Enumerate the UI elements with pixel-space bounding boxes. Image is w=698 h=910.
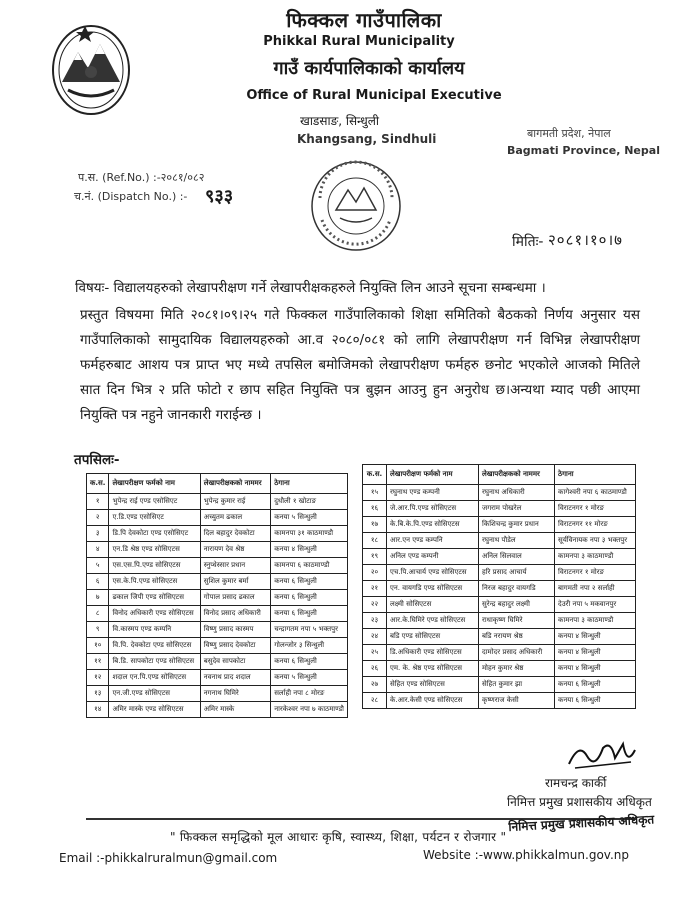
cell-sn: १३: [87, 686, 109, 702]
cell-auditor: सेहित कुमार झा: [479, 677, 555, 693]
cell-auditor: सुशिल कुमार बर्मा: [200, 574, 270, 590]
cell-address: कनया ६ सिन्धुली: [555, 693, 636, 709]
cell-sn: ३: [87, 526, 109, 542]
table-row: [363, 517, 636, 533]
cell-address: सूर्यविनायक नपा ३ भक्तपुर: [555, 533, 636, 549]
table-row: [87, 558, 348, 574]
cell-address: सर्लाही नपा ८ मोरङ: [271, 686, 348, 702]
header-sn: क.स.: [363, 465, 387, 485]
cell-address: बागमती नपा २ सर्लाही: [555, 581, 636, 597]
cell-address: गोलन्जोर ३ सिन्धुली: [271, 638, 348, 654]
table-row: [87, 622, 348, 638]
cell-firm: ए.डि.एण्ड एसोसिएट: [109, 510, 200, 526]
table-row: [363, 485, 636, 501]
cell-address: विराटनगर १ मोरङ: [555, 565, 636, 581]
cell-auditor: विष्णु प्रसाद कास्मप: [200, 622, 270, 638]
cell-auditor: नगनाथ घिमिरे: [200, 686, 270, 702]
cell-firm: एस.एस.पि.एण्ड सोसिएटस: [109, 558, 200, 574]
office-stamp-icon: [308, 158, 404, 254]
table-row: [363, 581, 636, 597]
cell-address: नारकेश्वर नपा ७ काठमाण्डौ: [271, 702, 348, 718]
table-row: [363, 661, 636, 677]
cell-sn: २०: [363, 565, 387, 581]
cell-auditor: दामोदर प्रसाद अधिकारी: [479, 645, 555, 661]
cell-auditor: राधाकृष्ण घिमिरे: [479, 613, 555, 629]
auditor-table-left: [86, 473, 348, 718]
cell-sn: ७: [87, 590, 109, 606]
date-label: मितिः-: [512, 234, 544, 250]
cell-sn: २२: [363, 597, 387, 613]
cell-sn: १: [87, 494, 109, 510]
cell-address: कामनपा ३१ काठमाण्डौ: [271, 526, 348, 542]
table-row: [87, 702, 348, 718]
table-row: [363, 629, 636, 645]
table-body-right: [363, 485, 636, 709]
cell-firm: अमिर मास्के एण्ड सोसिएटस: [109, 702, 200, 718]
cell-firm: अनिल एण्ड कम्पनी: [387, 549, 479, 565]
location-english: Khangsang, Sindhuli: [297, 132, 437, 146]
header-address: ठेगाना: [271, 474, 348, 494]
cell-firm: जे.आर.पि.एण्ड सोसिएटस: [387, 501, 479, 517]
cell-auditor: रघुनाथ अधिकारी: [479, 485, 555, 501]
cell-address: कनया ५ सिन्धुली: [271, 670, 348, 686]
cell-sn: २३: [363, 613, 387, 629]
dispatch-label: च.नं. (Dispatch No.) :-: [74, 190, 188, 203]
cell-firm: विनोद अधिकारी एण्ड सोसिएटस: [109, 606, 200, 622]
cell-auditor: मोहन कुमार श्रेष्ठ: [479, 661, 555, 677]
cell-firm: ढकाल जिपी एण्ड सोसिएटस: [109, 590, 200, 606]
signature-scribble-icon: [565, 736, 637, 772]
table-row: [87, 606, 348, 622]
municipality-name-nepali: फिक्कल गाउँपालिका: [286, 8, 442, 32]
table-row: [87, 654, 348, 670]
cell-address: कामनपा ६ काठमाण्डौ: [271, 558, 348, 574]
signatory-name: रामचन्द्र कार्की: [545, 776, 607, 790]
cell-address: कनया ६ सिन्धुली: [555, 677, 636, 693]
cell-address: कनया ६ सिन्धुली: [271, 654, 348, 670]
cell-sn: ५: [87, 558, 109, 574]
cell-auditor: जगराम पोखरेल: [479, 501, 555, 517]
cell-sn: २७: [363, 677, 387, 693]
province-english: Bagmati Province, Nepal: [507, 144, 660, 157]
cell-firm: वि.पि. देवकोटा एण्ड सोसिएटस: [109, 638, 200, 654]
cell-firm: एच.पि.आचार्य एण्ड सोसिएटस: [387, 565, 479, 581]
office-name-english: Office of Rural Municipal Executive: [246, 88, 502, 103]
footer-motto: " फिक्कल समृद्धिको मूल आधारः कृषि, स्वास्थ्य, शिक्षा, पर्यटन र रोजगार ": [170, 830, 507, 844]
cell-firm: वि.कास्मप एण्ड कम्पनि: [109, 622, 200, 638]
cell-address: कनया ४ सिन्धुली: [271, 542, 348, 558]
cell-firm: डि.अधिकारी एण्ड सोसिएटस: [387, 645, 479, 661]
office-name-nepali: गाउँ कार्यपालिकाको कार्यालय: [273, 58, 465, 79]
cell-auditor: हरि प्रसाद आचार्य: [479, 565, 555, 581]
cell-firm: एस.के.पि.एण्ड सोसिएटस: [109, 574, 200, 590]
cell-firm: के.बि.के.पि.एण्ड सोसिएटस: [387, 517, 479, 533]
table-row: [363, 677, 636, 693]
details-heading: तपसिलः-: [74, 452, 120, 468]
auditor-table-right: [362, 464, 636, 709]
cell-sn: १०: [87, 638, 109, 654]
date-value: २०८१।१०।७: [548, 231, 623, 249]
cell-address: विराटनगर १ मोरङ: [555, 501, 636, 517]
cell-address: कागेश्वरी नपा ६ काठमाण्डौ: [555, 485, 636, 501]
cell-address: चन्द्रागतम नपा ५ भक्तपुर: [271, 622, 348, 638]
cell-firm: एन.जी.एण्ड सोसिएटस: [109, 686, 200, 702]
cell-auditor: भुपेन्द्र कुमार राई: [200, 494, 270, 510]
cell-address: कामनपा ३ काठमाण्डौ: [555, 549, 636, 565]
table-row: [363, 565, 636, 581]
location-nepali: खाडसाङ, सिन्धुली: [300, 114, 380, 128]
municipality-name-english: Phikkal Rural Municipality: [263, 34, 455, 49]
cell-sn: ६: [87, 574, 109, 590]
cell-auditor: रघुनाथ पौडेल: [479, 533, 555, 549]
table-header-row: [87, 474, 348, 494]
cell-firm: सेहित एण्ड सोसिएटस: [387, 677, 479, 693]
cell-firm: रघुनाथ एण्ड कम्पनी: [387, 485, 479, 501]
cell-sn: १७: [363, 517, 387, 533]
cell-address: कनया ४ सिन्धुली: [555, 645, 636, 661]
header-firm: लेखापरीक्षण फर्मको नाम: [387, 465, 479, 485]
cell-sn: ११: [87, 654, 109, 670]
cell-sn: ८: [87, 606, 109, 622]
table-row: [363, 693, 636, 709]
cell-firm: एन.डि श्रेष्ठ एण्ड सोसिएटस: [109, 542, 200, 558]
cell-sn: १४: [87, 702, 109, 718]
cell-firm: के.आर.केसी एण्ड सोसिएटस: [387, 693, 479, 709]
cell-auditor: स्नुप्धेस्सार प्रधान: [200, 558, 270, 574]
cell-firm: आर.एन एण्ड कम्पनि: [387, 533, 479, 549]
cell-firm: भुपेन्द्र राई एण्ड एसोसिएट: [109, 494, 200, 510]
header-auditor: लेखापरीक्षकको नाममर: [200, 474, 270, 494]
table-row: [363, 597, 636, 613]
cell-sn: २६: [363, 661, 387, 677]
cell-sn: १८: [363, 533, 387, 549]
signatory-title: निमित्त प्रमुख प्रशासकीय अधिकृत: [507, 795, 652, 809]
header-auditor: लेखापरीक्षकको नाममर: [479, 465, 555, 485]
cell-firm: बि.डि. सापकोटा एण्ड सोसिएटस: [109, 654, 200, 670]
table-row: [87, 590, 348, 606]
cell-auditor: नवनाथ प्राद शदाल: [200, 670, 270, 686]
cell-auditor: विष्णु प्रसाद देवकोटा: [200, 638, 270, 654]
header-address: ठेगाना: [555, 465, 636, 485]
letter-body: प्रस्तुत विषयमा मिति २०८१।०९।२५ गते फिक्कल गाउँपालिकाको शिक्षा समितिको बैठकको निर्णय अनुसार यस गाउँपालिकाको सामुदायिक विद्यालयहरुको आ.व २०८०/०८१ को लागि लेखापरीक्षण गर्न विभिन्न लेखापरीक्षण फर्महरुबाट आशय पत्र प्राप्त भए मध्ये तपसिल बमोजिमको लेखापरीक्षण फर्महरु छनोट भएकोले आजको मितिले सात दिन भित्र २ प्रति फोटो र छाप सहित नियुक्ति पत्र बुझन आउनु हुन अनुरोध छ।अन्यथा म्याद पछी आएमा नियुक्ति पत्र नहुने जानकारी गराईन्छ ।: [80, 307, 640, 423]
table-row: [87, 574, 348, 590]
table-row: [87, 638, 348, 654]
table-body-left: [87, 494, 348, 718]
cell-address: कनया ६ सिन्धुली: [271, 574, 348, 590]
table-row: [87, 494, 348, 510]
cell-auditor: गोपाल प्रसाद ढकाल: [200, 590, 270, 606]
cell-sn: २५: [363, 645, 387, 661]
province-nepali: बागमती प्रदेश, नेपाल: [527, 127, 611, 140]
cell-auditor: सुरेन्द्र बहादुर लक्ष्मी: [479, 597, 555, 613]
cell-auditor: नारायण देव श्रेष्ठ: [200, 542, 270, 558]
cell-sn: १९: [363, 549, 387, 565]
cell-auditor: विनोद प्रसाद अधिकारी: [200, 606, 270, 622]
cell-auditor: बडि नरायण श्रेष्ठ: [479, 629, 555, 645]
table-row: [363, 645, 636, 661]
cell-address: कनया ६ सिन्धुली: [271, 606, 348, 622]
cell-sn: २१: [363, 581, 387, 597]
dispatch-number: ९३३: [205, 186, 234, 207]
cell-address: कनया ४ सिन्धुली: [555, 629, 636, 645]
cell-sn: २८: [363, 693, 387, 709]
footer-website: Website :-www.phikkalmun.gov.np: [423, 848, 629, 862]
cell-sn: १२: [87, 670, 109, 686]
table-row: [363, 549, 636, 565]
table-row: [87, 542, 348, 558]
header-firm: लेखापरीक्षण फर्मको नाम: [109, 474, 200, 494]
signatory-title-stamp: निमित्त प्रमुख प्रशासकीय अधिकृत: [508, 812, 655, 834]
header-sn: क.स.: [87, 474, 109, 494]
cell-address: विराटनगर ११ मोरङ: [555, 517, 636, 533]
cell-sn: २: [87, 510, 109, 526]
cell-auditor: अनिल सिलवाल: [479, 549, 555, 565]
footer-email: Email :-phikkalruralmun@gmail.com: [59, 851, 278, 865]
cell-auditor: किशिचन्द्र कुमार प्रधान: [479, 517, 555, 533]
table-header-row: [363, 465, 636, 485]
cell-sn: ४: [87, 542, 109, 558]
cell-auditor: अमिर मास्के: [200, 702, 270, 718]
cell-firm: आर.के.घिमिरे एण्ड सोसिएटस: [387, 613, 479, 629]
cell-firm: डि.पि देवकोटा एण्ड एसोसिएट: [109, 526, 200, 542]
table-row: [87, 510, 348, 526]
cell-firm: एम. के. श्रेष्ठ एण्ड सोसिएटस: [387, 661, 479, 677]
cell-address: देउरी नपा ५ मकवानपुर: [555, 597, 636, 613]
cell-auditor: बसुदेव सापकोटा: [200, 654, 270, 670]
table-row: [363, 501, 636, 517]
table-row: [87, 526, 348, 542]
cell-firm: शदाल एन.पि.एण्ड सोसिएटस: [109, 670, 200, 686]
table-row: [87, 670, 348, 686]
cell-sn: १६: [363, 501, 387, 517]
cell-auditor: कृष्णराज केसी: [479, 693, 555, 709]
table-row: [363, 533, 636, 549]
cell-address: दुधौली १ खोटाङ: [271, 494, 348, 510]
cell-sn: ९: [87, 622, 109, 638]
cell-sn: २४: [363, 629, 387, 645]
reference-number: प.स. (Ref.No.) :-२०८१/०८२: [78, 171, 205, 184]
cell-address: कनया ६ सिन्धुली: [271, 590, 348, 606]
cell-firm: एन. वायगडि एण्ड सोसिएटस: [387, 581, 479, 597]
cell-auditor: अच्युतम ढकाल: [200, 510, 270, 526]
letter-subject: विषयः- विद्यालयहरुको लेखापरीक्षण गर्ने लेखापरीक्षकहरुले नियुक्ति लिन आउने सूचना सम्बन्धमा ।: [75, 280, 546, 296]
cell-firm: बडि एण्ड सोसिएटस: [387, 629, 479, 645]
cell-sn: १५: [363, 485, 387, 501]
cell-address: कनया ४ सिन्धुली: [555, 661, 636, 677]
cell-auditor: दिल बहादुर देवकोटा: [200, 526, 270, 542]
cell-firm: लक्ष्मी सोसिएटस: [387, 597, 479, 613]
cell-address: कामनपा ३ काठमाण्डौ: [555, 613, 636, 629]
table-row: [87, 686, 348, 702]
cell-auditor: निरज बहादुर वायगडि: [479, 581, 555, 597]
table-row: [363, 613, 636, 629]
cell-address: कनया ५ सिन्धुली: [271, 510, 348, 526]
